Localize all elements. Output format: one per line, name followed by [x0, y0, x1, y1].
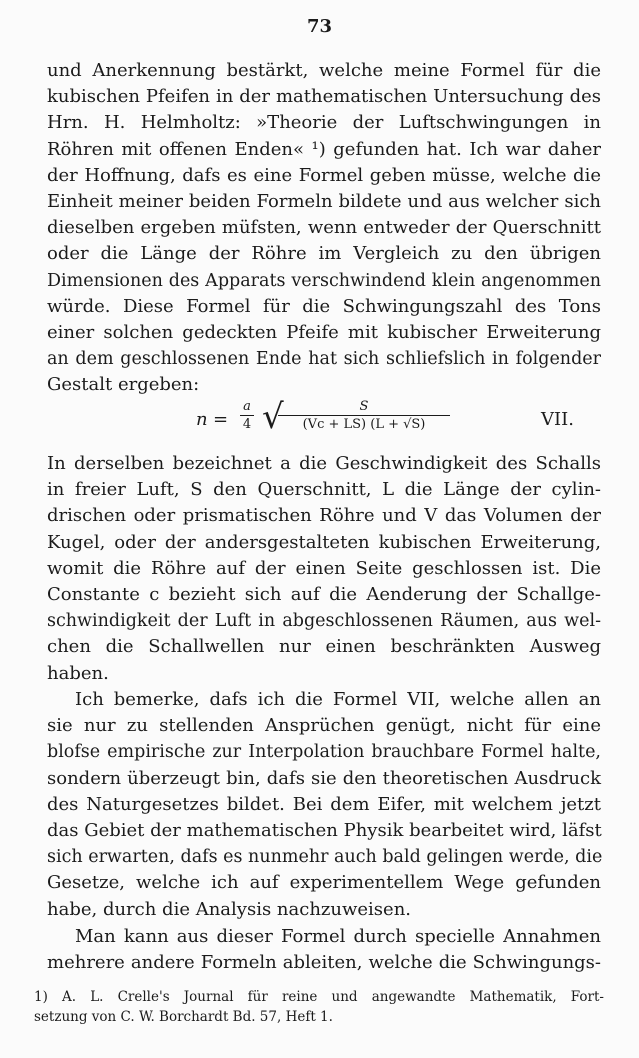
text-line: mehrere andere Formeln ableiten, welche die Schwingungs- — [47, 952, 601, 974]
text-line: blofse empirische zur Interpolation brauchbare Formel halte, — [47, 742, 601, 763]
coefficient-numerator: a — [243, 399, 251, 414]
radicand-denominator: (Vc + LS) (L + √S) — [302, 417, 426, 432]
coefficient-denominator: 4 — [242, 417, 252, 432]
text-line: chen die Schallwellen nur einen beschränkten Ausweg — [47, 636, 601, 658]
text-line: 1) A. L. Crelle's Journal für reine und angewandte Mathematik, Fort- — [34, 989, 604, 1005]
text-line: sie nur zu stellenden Ansprüchen genügt, nicht für eine — [47, 715, 601, 737]
text-line: Constante c bezieht sich auf die Aenderung der Schallge- — [47, 584, 601, 605]
page-number: 73 — [306, 16, 333, 37]
text-line: Man kann aus dieser Formel durch specielle Annahmen — [75, 926, 601, 947]
text-line: der Hoffnung, dafs es eine Formel geben müsse, welche die — [47, 164, 601, 186]
text-line: und Anerkennung bestärkt, welche meine Formel für die — [47, 60, 601, 81]
text-line: schwindigkeit der Luft in abgeschlossenen Räumen, aus wel- — [47, 611, 601, 632]
text-line: das Gebiet der mathematischen Physik bearbeitet wird, läfst — [47, 820, 602, 841]
text-line: Gestalt ergeben: — [47, 374, 200, 396]
text-line: Gesetze, welche ich auf experimentellem Wege gefunden — [47, 872, 601, 894]
radical-sign: √ — [262, 397, 284, 437]
text-line: würde. Diese Formel für die Schwingungszahl des Tons — [47, 295, 601, 317]
text-line: oder die Länge der Röhre im Vergleich zu den übrigen — [47, 243, 601, 265]
text-line: Einheit meiner beiden Formeln bildete und aus welcher sich — [47, 191, 601, 212]
text-line: In derselben bezeichnet a die Geschwindigkeit des Schalls — [47, 453, 601, 474]
text-line: sondern überzeugt bin, dafs sie den theoretischen Ausdruck — [47, 767, 601, 789]
text-line: dieselben ergeben müfsten, wenn entweder der Querschnitt — [47, 217, 601, 239]
coefficient-fraction — [240, 399, 254, 432]
equation-equals: = — [213, 409, 229, 430]
text-line: Röhren mit offenen Enden« ¹) gefunden hat. Ich war daher — [47, 138, 601, 160]
radicand-fraction — [278, 399, 450, 432]
text-line: an dem geschlossenen Ende hat sich schliefslich in folgender — [47, 349, 601, 370]
text-line: habe, durch die Analysis nachzuweisen. — [47, 898, 412, 920]
text-line: Dimensionen des Apparats verschwindend klein angenommen — [47, 270, 601, 291]
text-line: setzung von C. W. Borchardt Bd. 57, Heft 1. — [34, 1009, 333, 1025]
text-line: kubischen Pfeifen in der mathematischen Untersuchung des — [47, 86, 601, 108]
radicand-numerator: S — [359, 399, 369, 414]
text-line: haben. — [47, 662, 109, 684]
text-line: sich erwarten, dafs es nunmehr auch bald gelingen werde, die — [47, 847, 603, 868]
text-line: drischen oder prismatischen Röhre und V das Volumen der — [47, 505, 601, 527]
text-line: womit die Röhre auf der einen Seite geschlossen ist. Die — [47, 557, 601, 579]
text-line: Hrn. H. Helmholtz: »Theorie der Luftschwingungen in — [47, 112, 601, 134]
text-line: des Naturgesetzes bildet. Bei dem Eifer, mit welchem jetzt — [47, 793, 601, 815]
text-line: Ich bemerke, dafs ich die Formel VII, welche allen an — [75, 689, 601, 710]
text-line: in freier Luft, S den Querschnitt, L die Länge der cylin- — [47, 479, 601, 501]
equation-lhs: n — [196, 409, 208, 430]
equation-label: VII. — [541, 409, 574, 430]
text-line: einer solchen gedeckten Pfeife mit kubischer Erweiterung — [47, 322, 601, 343]
text-line: Kugel, oder der andersgestalteten kubischen Erweiterung, — [47, 531, 601, 553]
